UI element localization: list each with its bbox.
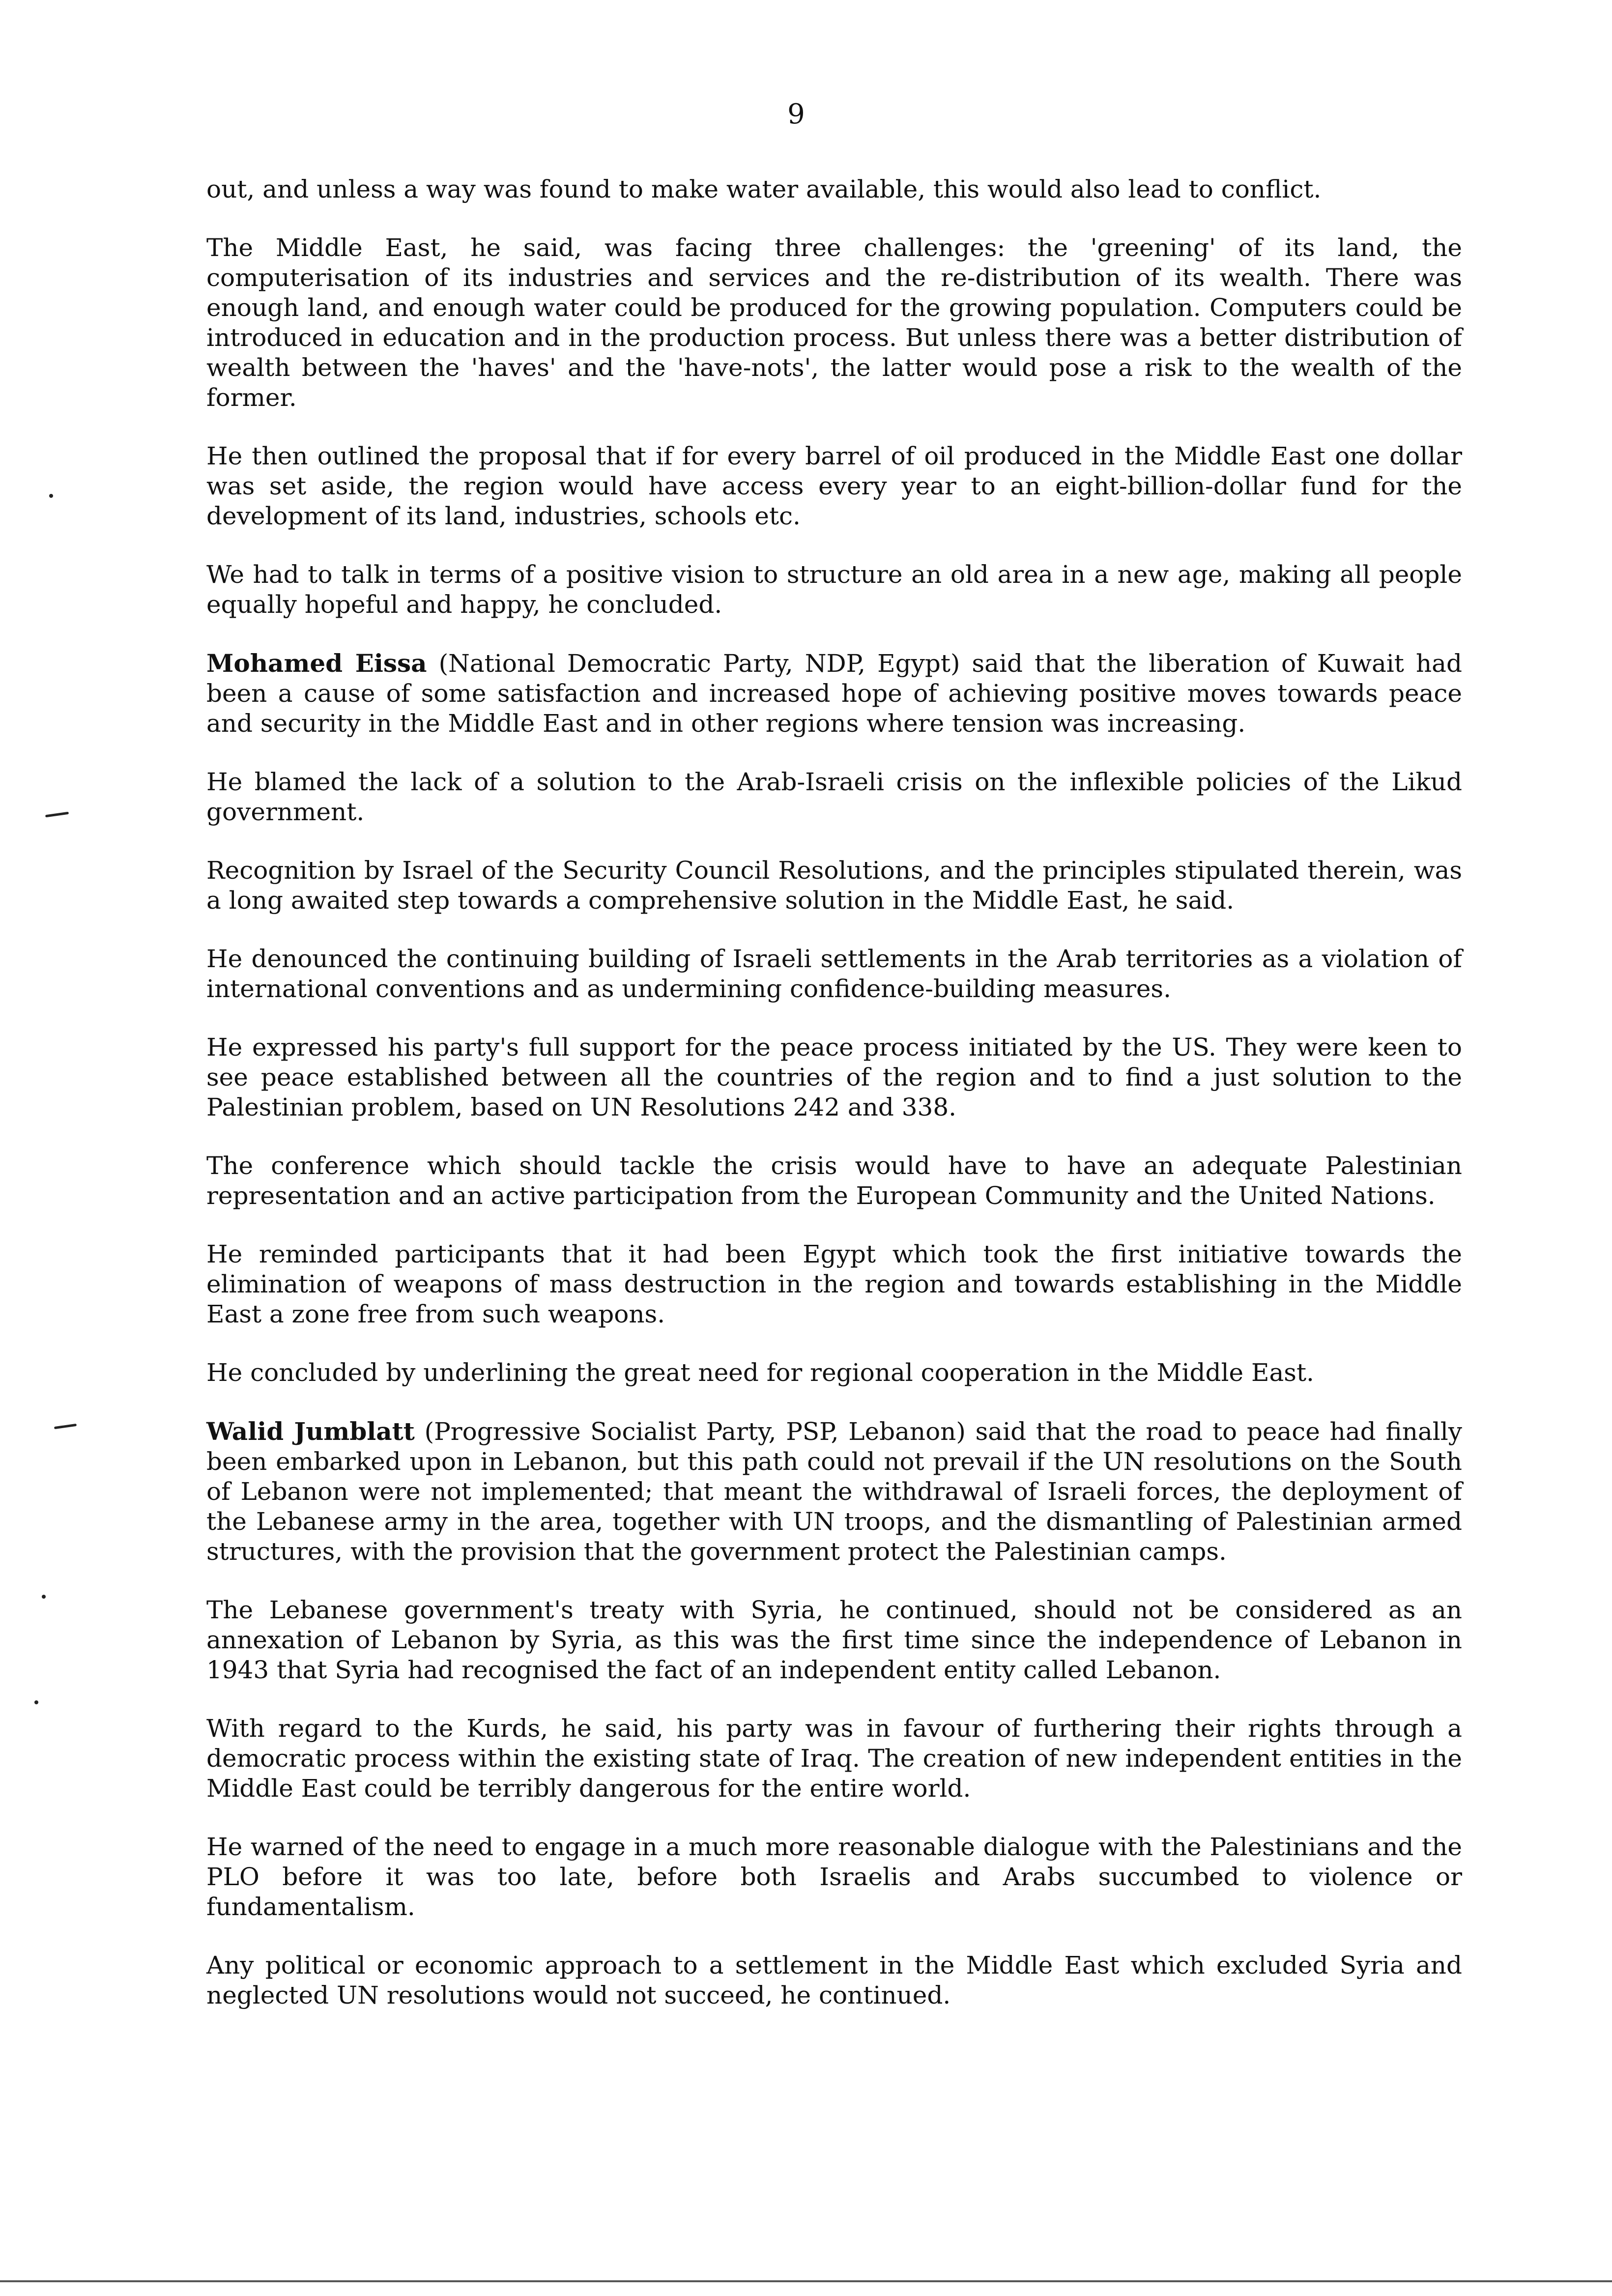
bottom-rule [0,2280,1612,2282]
paragraph [206,1714,1462,1804]
paragraph [206,1416,1462,1567]
paragraph [206,1033,1462,1122]
paragraph-text: He concluded by underlining the great need for regional cooperation in the Middle East. [206,1358,1314,1387]
paragraph-text: He reminded participants that it had been Egypt which took the first initiative towards the elimination of weapons of mass destruction in the region and towards establishing in the Middle East a zone free from such weapons. [206,1240,1462,1328]
paragraph [206,174,1462,204]
page-number: 9 [787,98,805,130]
paragraph [206,944,1462,1004]
paragraph-text: out, and unless a way was found to make water available, this would also lead to conflict. [206,175,1322,203]
paragraph [206,1595,1462,1685]
margin-dot-mark [49,494,53,498]
paragraph [206,1239,1462,1329]
paragraph [206,1951,1462,2010]
paragraph-text: The conference which should tackle the crisis would have to have an adequate Palestinian representation and an active participation from the European Community and the United Nations. [206,1151,1462,1210]
paragraph-text: He then outlined the proposal that if for every barrel of oil produced in the Middle East one dollar was set aside, the region would have access every year to an eight-billion-dollar fund for the development of its land, industries, schools etc. [206,442,1462,530]
paragraph-text: He blamed the lack of a solution to the Arab-Israeli crisis on the inflexible policies of the Likud government. [206,768,1462,826]
speaker-name: Walid Jumblatt [206,1417,415,1446]
margin-dot-mark [42,1595,46,1599]
paragraph [206,1151,1462,1211]
margin-dash-mark [54,1424,77,1429]
paragraph [206,560,1462,620]
paragraph-text: We had to talk in terms of a positive vision to structure an old area in a new age, making all people equally hopeful and happy, he concluded. [206,560,1462,619]
margin-dash-mark [45,812,69,818]
paragraph [206,1358,1462,1388]
paragraph-text: (Progressive Socialist Party, PSP, Lebanon) said that the road to peace had finally been embarked upon in Lebanon, but this path could not prevail if the UN resolutions on the South of Lebanon were not implemented; that meant the withdrawal of Israeli forces, the deployment of the Lebanese army in the area, together with UN troops, and the dismantling of Palestinian armed structures, with the provision that the government protect the Palestinian camps. [206,1417,1462,1566]
paragraph [206,767,1462,827]
paragraph [206,1832,1462,1922]
paragraph-text: The Middle East, he said, was facing three challenges: the 'greening' of its land, the computerisation of its industries and services and the re-distribution of its wealth. There was enough land, and enough water could be produced for the growing population. Computers could be introduced in education and in the production process. But unless there was a better distribution of wealth between the 'haves' and the 'have-nots', the latter would pose a risk to the wealth of the former. [206,233,1462,412]
paragraph [206,856,1462,916]
margin-dot-mark [34,1700,38,1704]
paragraph-text: He denounced the continuing building of Israeli settlements in the Arab territories as a violation of international conventions and as undermining confidence-building measures. [206,945,1462,1003]
paragraph-text: The Lebanese government's treaty with Syria, he continued, should not be considered as an annexation of Lebanon by Syria, as this was the first time since the independence of Lebanon in 1943 that Syria had recognised the fact of an independent entity called Lebanon. [206,1596,1462,1684]
paragraph-text: He expressed his party's full support for the peace process initiated by the US. They were keen to see peace established between all the countries of the region and to find a just solution to the Palestinian problem, based on UN Resolutions 242 and 338. [206,1033,1462,1121]
paragraph-text: Any political or economic approach to a settlement in the Middle East which excluded Syria and neglected UN resolutions would not succeed, he continued. [206,1951,1462,2009]
paragraph [206,441,1462,531]
paragraph [206,648,1462,739]
paragraph-text: He warned of the need to engage in a much more reasonable dialogue with the Palestinians and the PLO before it was too late, before both Israelis and Arabs succumbed to violence or fundamentalism. [206,1833,1462,1921]
paragraph-text: With regard to the Kurds, he said, his party was in favour of furthering their rights through a democratic process within the existing state of Iraq. The creation of new independent entities in the Middle East could be terribly dangerous for the entire world. [206,1714,1462,1803]
document-body [206,174,1462,2039]
paragraph [206,233,1462,413]
paragraph-text: (National Democratic Party, NDP, Egypt) said that the liberation of Kuwait had been a cause of some satisfaction and increased hope of achieving positive moves towards peace and security in the Middle East and in other regions where tension was increasing. [206,649,1462,738]
paragraph-text: Recognition by Israel of the Security Council Resolutions, and the principles stipulated therein, was a long awaited step towards a comprehensive solution in the Middle East, he said. [206,856,1462,915]
speaker-name: Mohamed Eissa [206,649,427,678]
